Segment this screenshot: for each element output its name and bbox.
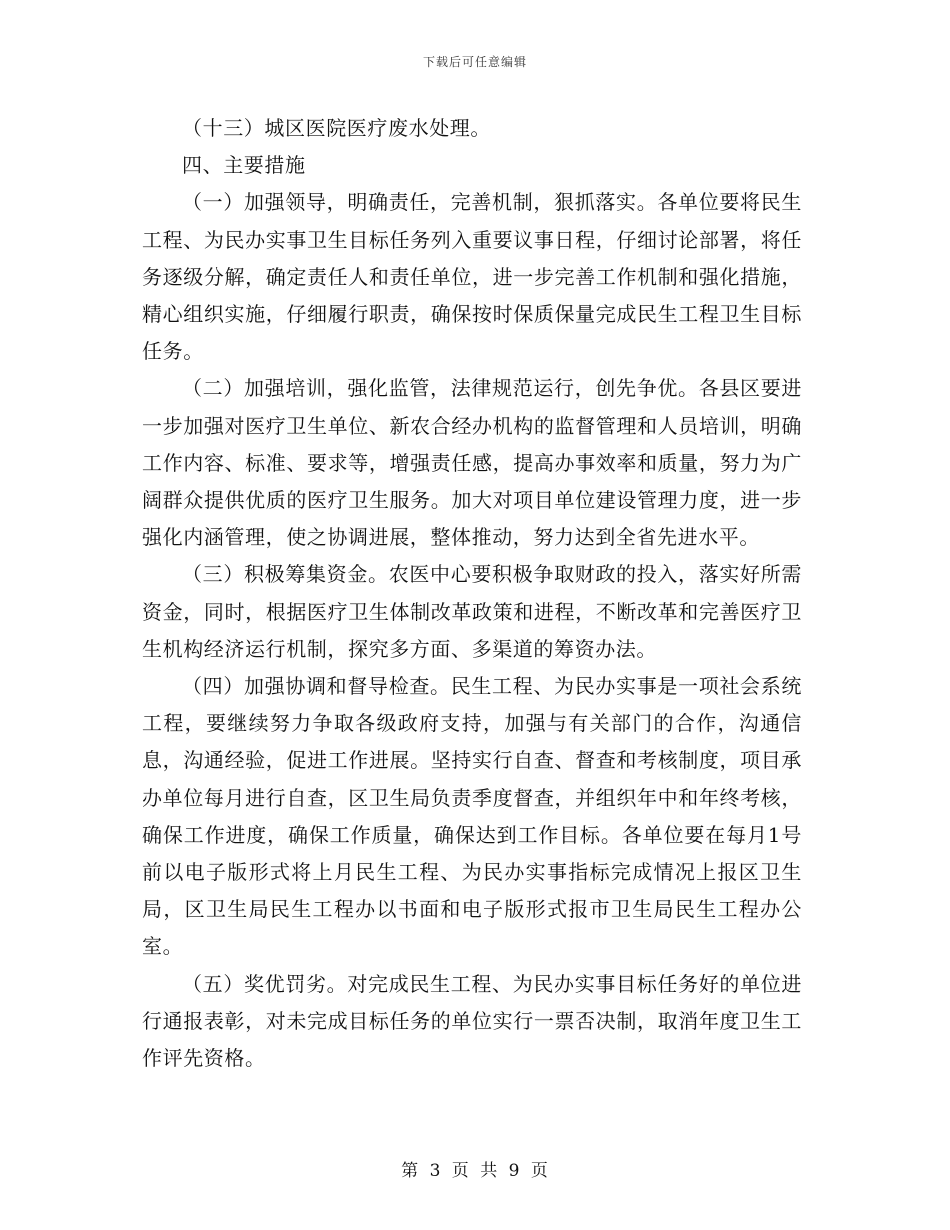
page-number-footer: 第 3 页 共 9 页 xyxy=(401,1161,549,1181)
paragraph-measure-1: （一）加强领导，明确责任，完善机制，狠抓落实。各单位要将民生工程、为民办实事卫生目标任务列入重要议事日程，仔细讨论部署，将任务逐级分解，确定责任人和责任单位，进一步完善工作机制和强化措施，精心组织实施，仔细履行职责，确保按时保质保量完成民生工程卫生目标任务。 xyxy=(142,190,802,364)
paragraph-item-13: （十三）城区医院医疗废水处理。 xyxy=(182,116,491,140)
paragraph-measure-2: （二）加强培训，强化监管，法律规范运行，创先争优。各县区要进一步加强对医疗卫生单位、新农合经办机构的监督管理和人员培训，明确工作内容、标准、要求等，增强责任感，提高办事效率和质量，努力为广阔群众提供优质的医疗卫生服务。加大对项目单位建设管理力度，进一步强化内涵管理，使之协调进展，整体推动，努力达到全省先进水平。 xyxy=(142,376,802,550)
page-header-note: 下载后可任意编辑 xyxy=(422,55,527,69)
section-heading-measures: 四、主要措施 xyxy=(182,153,306,178)
paragraph-measure-3: （三）积极筹集资金。农医中心要积极争取财政的投入，落实好所需资金，同时，根据医疗卫生体制改革政策和进程，不断改革和完善医疗卫生机构经济运行机制，探究多方面、多渠道的筹资办法。 xyxy=(142,562,802,661)
paragraph-measure-5: （五）奖优罚劣。对完成民生工程、为民办实事目标任务好的单位进行通报表彰，对未完成目标任务的单位实行一票否决制，取消年度卫生工作评先资格。 xyxy=(142,971,802,1071)
document-body xyxy=(142,110,802,1077)
paragraph-measure-4: （四）加强协调和督导检查。民生工程、为民办实事是一项社会系统工程，要继续努力争取各级政府支持，加强与有关部门的合作，沟通信息，沟通经验，促进工作进展。坚持实行自查、督查和考核制度，项目承办单位每月进行自查，区卫生局负责季度督查，并组织年中和年终考核，确保工作进度，确保工作质量，确保达到工作目标。各单位要在每月1号前以电子版形式将上月民生工程、为民办实事指标完成情况上报区卫生局，区卫生局民生工程办以书面和电子版形式报市卫生局民生工程办公室。 xyxy=(142,674,802,959)
